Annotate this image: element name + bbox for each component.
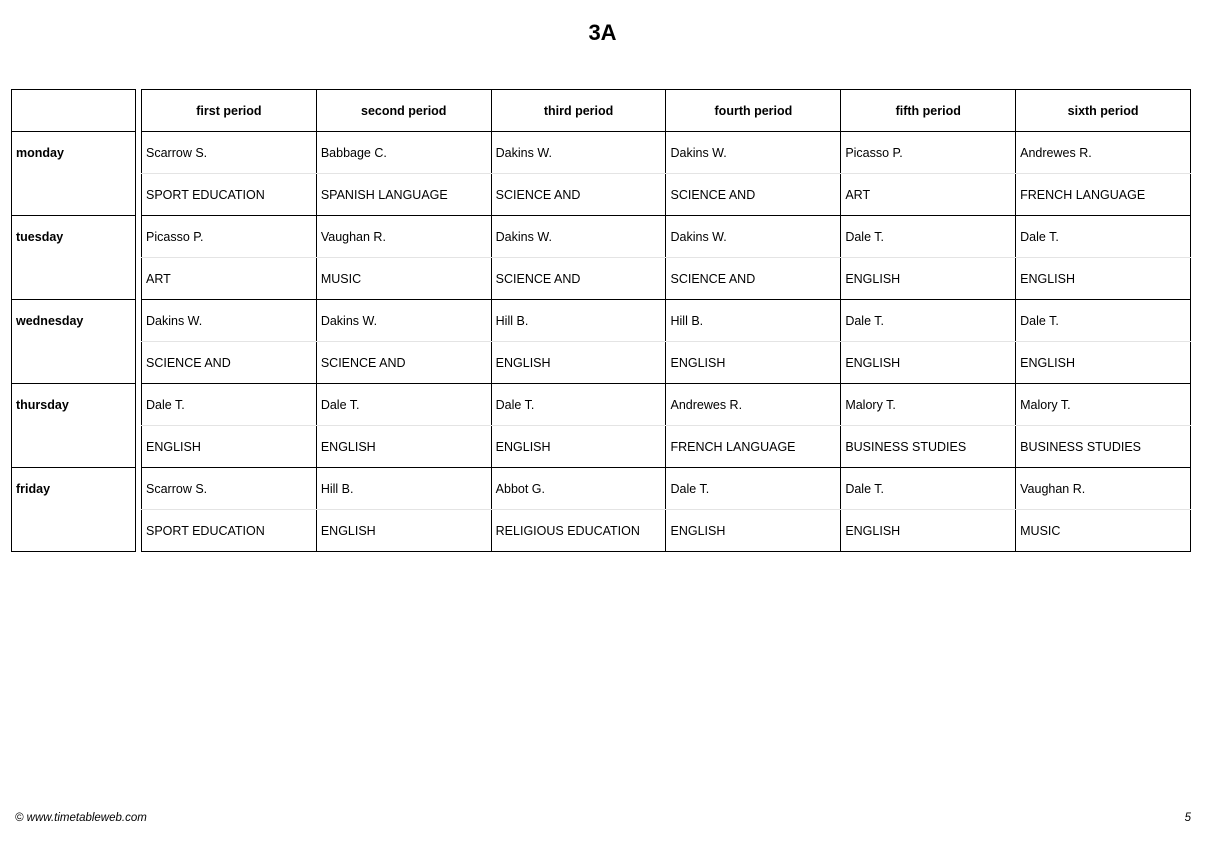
day-label: thursday xyxy=(16,398,69,412)
day-label-cell xyxy=(12,216,136,300)
teacher-cell: Scarrow S. xyxy=(142,468,317,510)
subject-row xyxy=(142,258,1191,300)
teacher-row xyxy=(142,132,1191,174)
teacher-row xyxy=(142,216,1191,258)
teacher-cell: Malory T. xyxy=(841,384,1016,426)
subject-row xyxy=(142,342,1191,384)
day-label: monday xyxy=(16,146,64,160)
subject-cell: ART xyxy=(142,258,317,300)
teacher-cell: Picasso P. xyxy=(841,132,1016,174)
teacher-cell: Dale T. xyxy=(841,216,1016,258)
subject-row xyxy=(142,426,1191,468)
day-label: friday xyxy=(16,482,51,496)
subject-cell: MUSIC xyxy=(316,258,491,300)
corner-header-cell xyxy=(12,90,136,132)
period-header: third period xyxy=(491,90,666,132)
subject-cell: ENGLISH xyxy=(316,426,491,468)
teacher-cell: Vaughan R. xyxy=(1016,468,1191,510)
teacher-cell: Dakins W. xyxy=(142,300,317,342)
subject-cell: SCIENCE AND xyxy=(666,258,841,300)
day-label-cell xyxy=(12,300,136,384)
subject-cell: ART xyxy=(841,174,1016,216)
subject-cell: BUSINESS STUDIES xyxy=(841,426,1016,468)
teacher-cell: Andrewes R. xyxy=(666,384,841,426)
timetable-grid xyxy=(141,89,1191,552)
subject-cell: SPORT EDUCATION xyxy=(142,174,317,216)
teacher-cell: Vaughan R. xyxy=(316,216,491,258)
subject-cell: RELIGIOUS EDUCATION xyxy=(491,510,666,552)
subject-cell: ENGLISH xyxy=(666,342,841,384)
teacher-cell: Andrewes R. xyxy=(1016,132,1191,174)
teacher-cell: Picasso P. xyxy=(142,216,317,258)
period-header: sixth period xyxy=(1016,90,1191,132)
period-header-row xyxy=(142,90,1191,132)
teacher-cell: Dakins W. xyxy=(491,132,666,174)
subject-cell: SPANISH LANGUAGE xyxy=(316,174,491,216)
subject-cell: ENGLISH xyxy=(841,342,1016,384)
day-label-cell xyxy=(12,132,136,216)
teacher-cell: Dale T. xyxy=(841,300,1016,342)
teacher-cell: Dale T. xyxy=(491,384,666,426)
day-label: wednesday xyxy=(16,314,84,328)
subject-cell: ENGLISH xyxy=(841,510,1016,552)
teacher-cell: Dale T. xyxy=(316,384,491,426)
subject-cell: SCIENCE AND xyxy=(316,342,491,384)
teacher-cell: Dakins W. xyxy=(491,216,666,258)
page-title: 3A xyxy=(588,20,617,45)
subject-cell: SCIENCE AND xyxy=(666,174,841,216)
teacher-cell: Dakins W. xyxy=(316,300,491,342)
day-label-cell xyxy=(12,384,136,468)
period-header: second period xyxy=(316,90,491,132)
subject-cell: ENGLISH xyxy=(1016,342,1191,384)
subject-cell: ENGLISH xyxy=(1016,258,1191,300)
teacher-cell: Dale T. xyxy=(666,468,841,510)
copyright-text: © www.timetableweb.com xyxy=(15,812,147,824)
teacher-cell: Hill B. xyxy=(666,300,841,342)
subject-cell: SPORT EDUCATION xyxy=(142,510,317,552)
teacher-cell: Hill B. xyxy=(316,468,491,510)
subject-cell: SCIENCE AND xyxy=(491,174,666,216)
teacher-row xyxy=(142,384,1191,426)
subject-cell: ENGLISH xyxy=(142,426,317,468)
teacher-cell: Scarrow S. xyxy=(142,132,317,174)
period-header: fourth period xyxy=(666,90,841,132)
teacher-cell: Dale T. xyxy=(1016,300,1191,342)
subject-row xyxy=(142,510,1191,552)
subject-cell: ENGLISH xyxy=(491,426,666,468)
subject-cell: ENGLISH xyxy=(841,258,1016,300)
teacher-cell: Hill B. xyxy=(491,300,666,342)
teacher-cell: Dale T. xyxy=(142,384,317,426)
teacher-cell: Dakins W. xyxy=(666,132,841,174)
teacher-cell: Malory T. xyxy=(1016,384,1191,426)
period-header: fifth period xyxy=(841,90,1016,132)
subject-cell: ENGLISH xyxy=(491,342,666,384)
subject-cell: SCIENCE AND xyxy=(142,342,317,384)
teacher-cell: Dakins W. xyxy=(666,216,841,258)
day-label: tuesday xyxy=(16,230,64,244)
subject-cell: MUSIC xyxy=(1016,510,1191,552)
subject-cell: BUSINESS STUDIES xyxy=(1016,426,1191,468)
subject-cell: FRENCH LANGUAGE xyxy=(666,426,841,468)
subject-cell: FRENCH LANGUAGE xyxy=(1016,174,1191,216)
subject-cell: ENGLISH xyxy=(316,510,491,552)
day-label-cell xyxy=(12,468,136,552)
subject-cell: SCIENCE AND xyxy=(491,258,666,300)
teacher-cell: Dale T. xyxy=(841,468,1016,510)
teacher-cell: Babbage C. xyxy=(316,132,491,174)
period-header: first period xyxy=(142,90,317,132)
page-number: 5 xyxy=(1184,812,1191,824)
subject-cell: ENGLISH xyxy=(666,510,841,552)
teacher-row xyxy=(142,468,1191,510)
teacher-row xyxy=(142,300,1191,342)
day-labels-column xyxy=(11,89,136,552)
teacher-cell: Abbot G. xyxy=(491,468,666,510)
subject-row xyxy=(142,174,1191,216)
teacher-cell: Dale T. xyxy=(1016,216,1191,258)
